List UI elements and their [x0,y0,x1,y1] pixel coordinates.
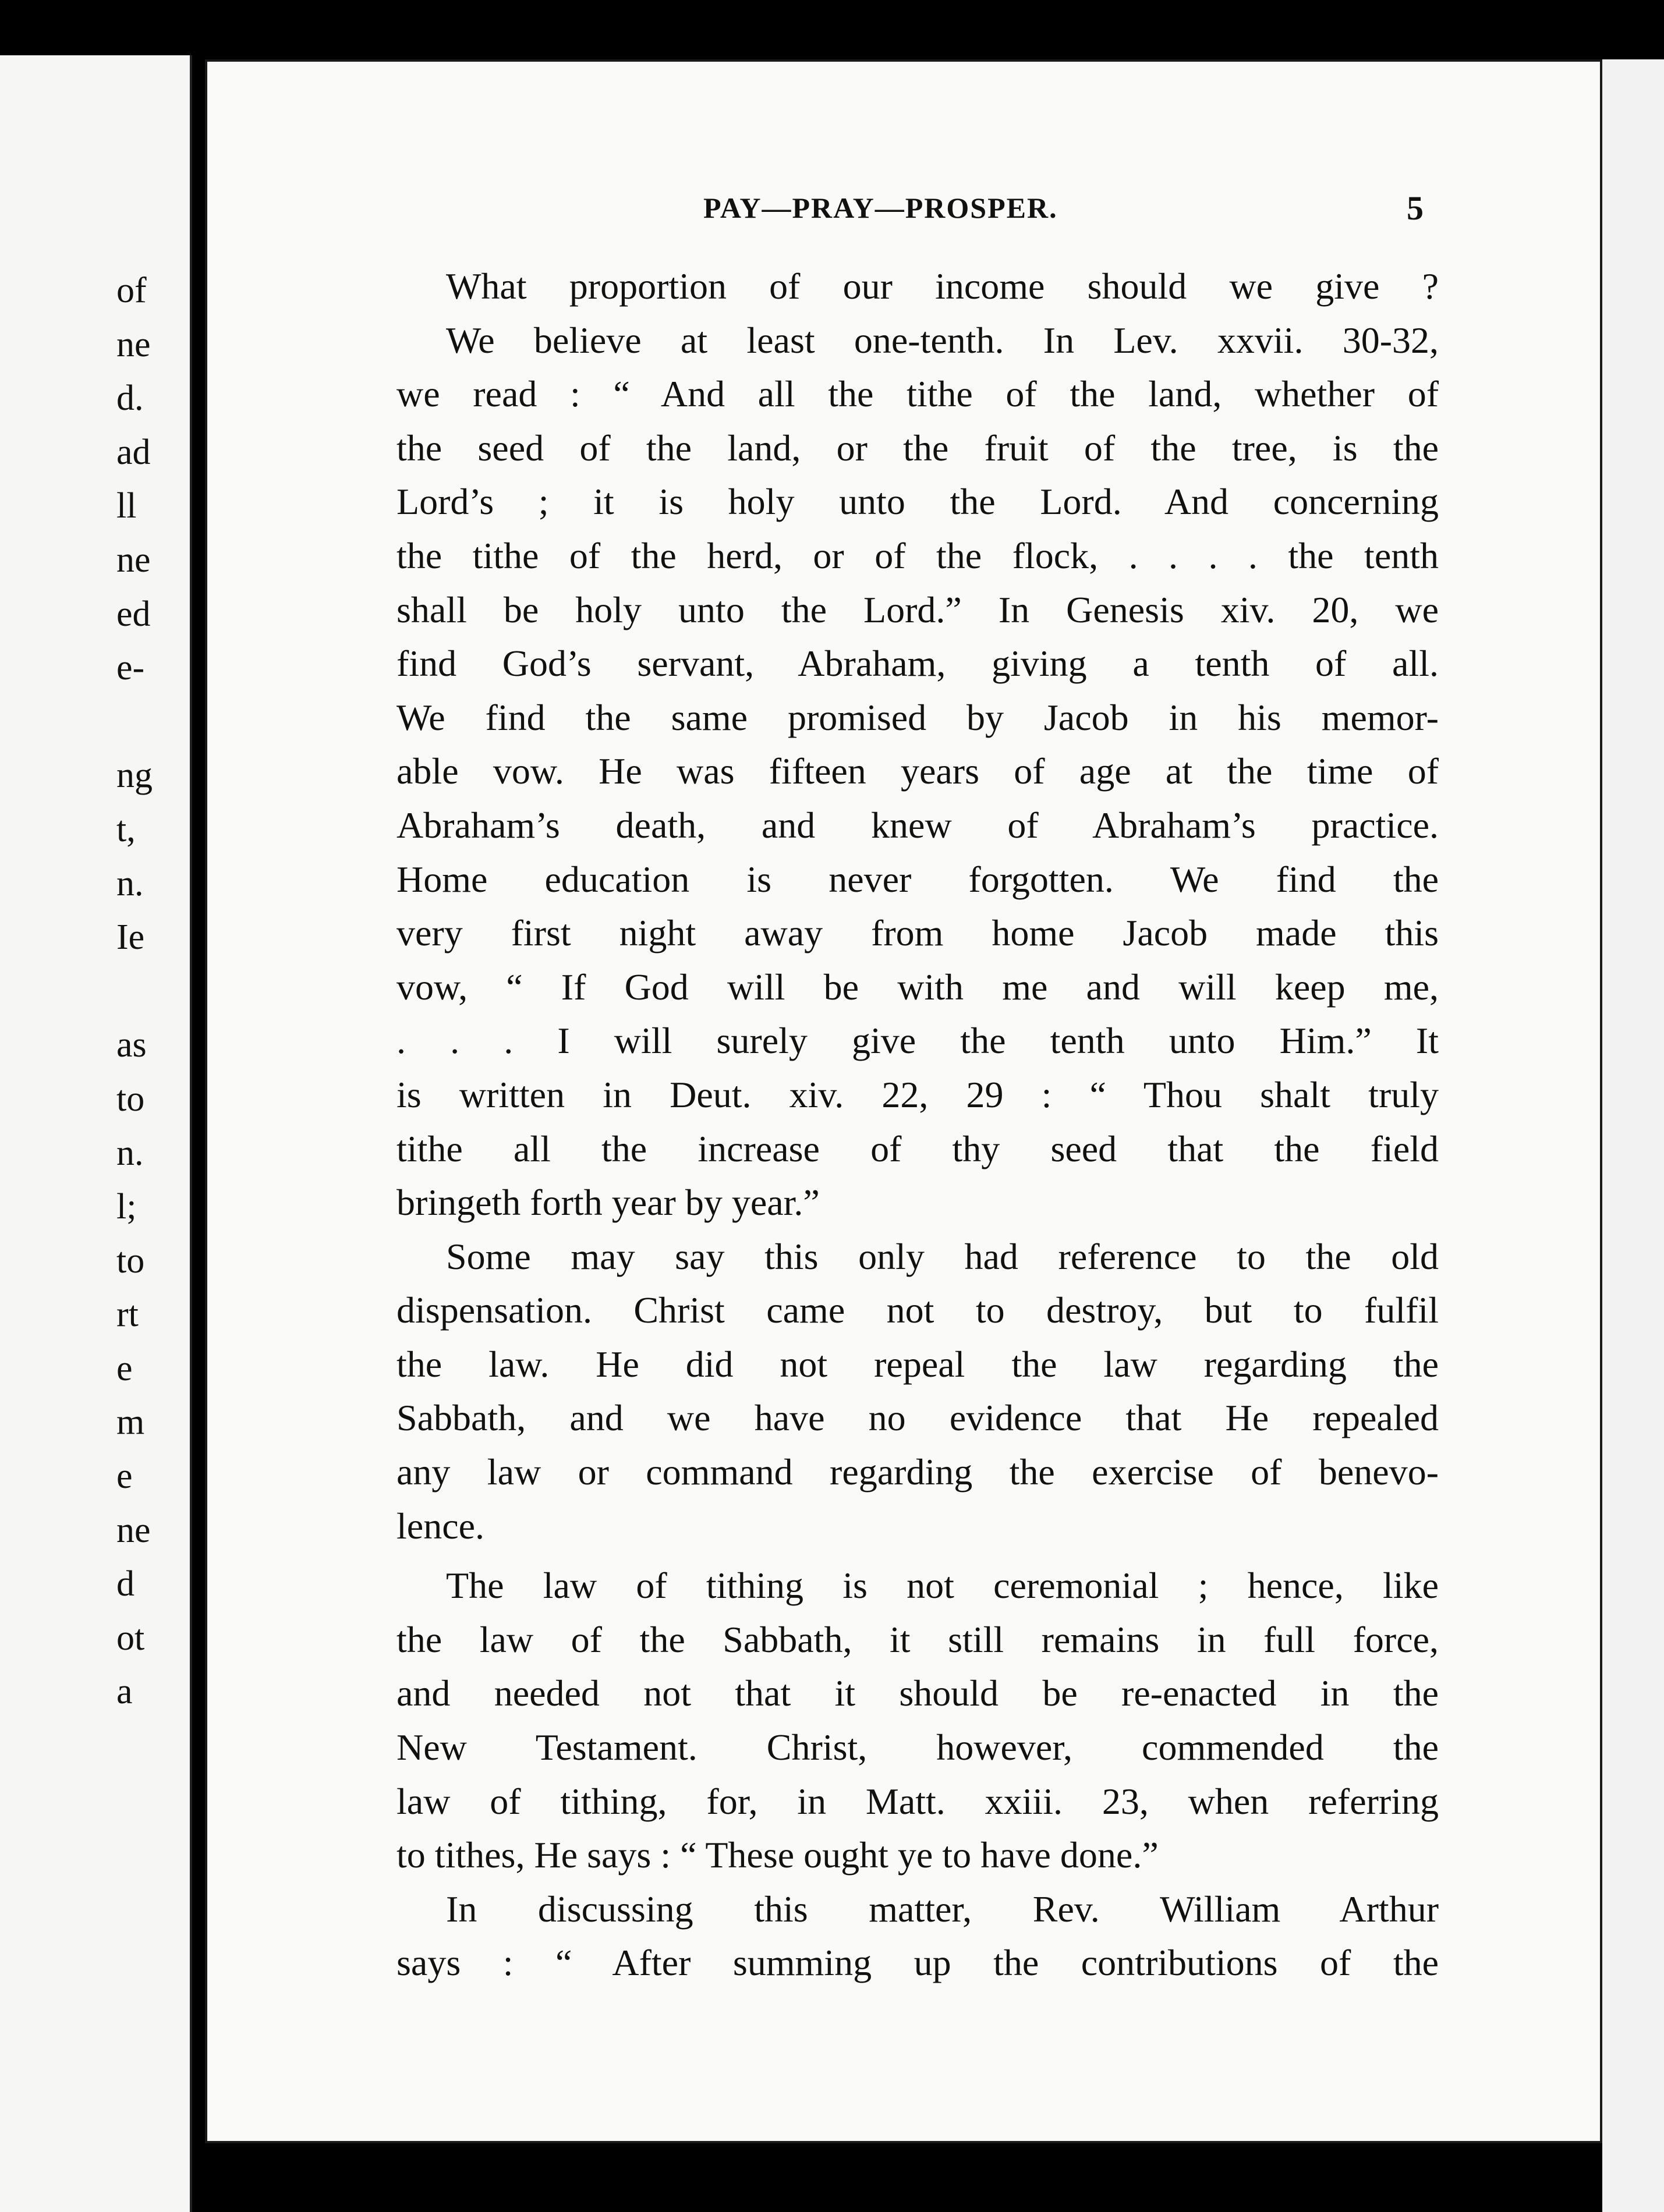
text-line: tithe all the increase of thy seed that the field [396,1128,1439,1169]
text-line: the law of the Sabbath, it still remains in full force, [396,1618,1439,1660]
text-line: we read : “ And all the tithe of the land, whether of [396,373,1439,415]
text-line: able vow. He was fifteen years of age at the time of [396,750,1439,792]
left-fragment: ll [116,486,137,526]
left-fragment: n. [116,863,144,903]
left-fragment: to [116,1079,145,1119]
text-line: says : “ After summing up the contributions of the [396,1942,1439,1984]
text-line: find God’s servant, Abraham, giving a tenth of all. [396,643,1439,685]
text-line: Some may say this only had reference to the old [446,1235,1439,1277]
left-fragment: ot [116,1618,145,1658]
left-fragment: e- [116,648,145,688]
text-line: is written in Deut. xiv. 22, 29 : “ Thou shalt truly [396,1073,1439,1115]
right-page [205,59,1602,2143]
text-line: very first night away from home Jacob made this [396,912,1439,954]
page-edge-shadow [1602,59,1664,2212]
left-fragment: t, [116,809,136,849]
left-fragment: as [116,1025,147,1065]
left-fragment: ng [116,756,153,796]
running-title: PAY—PRAY—PROSPER. [703,192,1058,224]
left-fragment: e [116,1456,133,1497]
left-fragment: l; [116,1187,137,1227]
text-line: the tithe of the herd, or of the flock, . . . . the tenth [396,534,1439,576]
text-line: the law. He did not repeal the law regarding the [396,1343,1439,1385]
left-fragment: to [116,1240,145,1281]
left-page-line-endings [114,264,190,1719]
running-head [207,191,1602,237]
text-line: the seed of the land, or the fruit of the tree, is the [396,427,1439,469]
text-line: In discussing this matter, Rev. William Arthur [446,1888,1439,1930]
text-line: Home education is never forgotten. We find the [396,858,1439,900]
left-fragment: rt [116,1295,139,1335]
page-number: 5 [1407,189,1424,227]
text-line: New Testament. Christ, however, commended the [396,1727,1439,1768]
text-line: What proportion of our income should we give ? [446,265,1439,307]
left-fragment [114,965,190,1019]
text-line: We believe at least one-tenth. In Lev. xxvii. 30-32, [446,319,1439,361]
text-line: Sabbath, and we have no evidence that He repealed [396,1397,1439,1439]
left-page-fragment [0,55,192,2212]
text-line: . . . I will surely give the tenth unto Him.” It [396,1020,1439,1062]
left-fragment: ed [116,594,151,634]
text-line: dispensation. Christ came not to destroy, but to fulfil [396,1289,1439,1331]
left-fragment: a [116,1672,133,1712]
left-fragment: m [116,1402,145,1442]
left-fragment: d [116,1564,134,1604]
text-line: shall be holy unto the Lord.” In Genesis xiv. 20, we [396,589,1439,630]
left-fragment: ne [116,324,151,364]
left-fragment: d. [116,378,144,419]
left-fragment: e [116,1348,133,1388]
left-fragment: ne [116,1510,151,1550]
left-fragment: n. [116,1133,144,1173]
text-line: Abraham’s death, and knew of Abraham’s practice. [396,804,1439,846]
left-fragment: Ie [116,917,145,958]
left-fragment: ad [116,432,151,472]
text-line: Lord’s ; it is holy unto the Lord. And concerning [396,481,1439,523]
text-line: law of tithing, for, in Matt. xxiii. 23, when referring [396,1780,1439,1822]
left-fragment: ne [116,540,151,580]
text-line: vow, “ If God will be with me and will keep me, [396,966,1439,1008]
text-line: We find the same promised by Jacob in his memor- [396,696,1439,738]
left-fragment: of [116,271,147,310]
text-line: bringeth forth year by year.” [396,1182,820,1224]
body-text [396,260,1439,1990]
text-line: any law or command regarding the exercise of benevo- [396,1451,1439,1493]
left-fragment [114,695,190,749]
text-line: and needed not that it should be re-enacted in the [396,1672,1439,1714]
text-line: The law of tithing is not ceremonial ; hence, like [446,1565,1439,1607]
text-line: to tithes, He says : “ These ought ye to have done.” [396,1834,1159,1876]
text-line: lence. [396,1505,484,1547]
